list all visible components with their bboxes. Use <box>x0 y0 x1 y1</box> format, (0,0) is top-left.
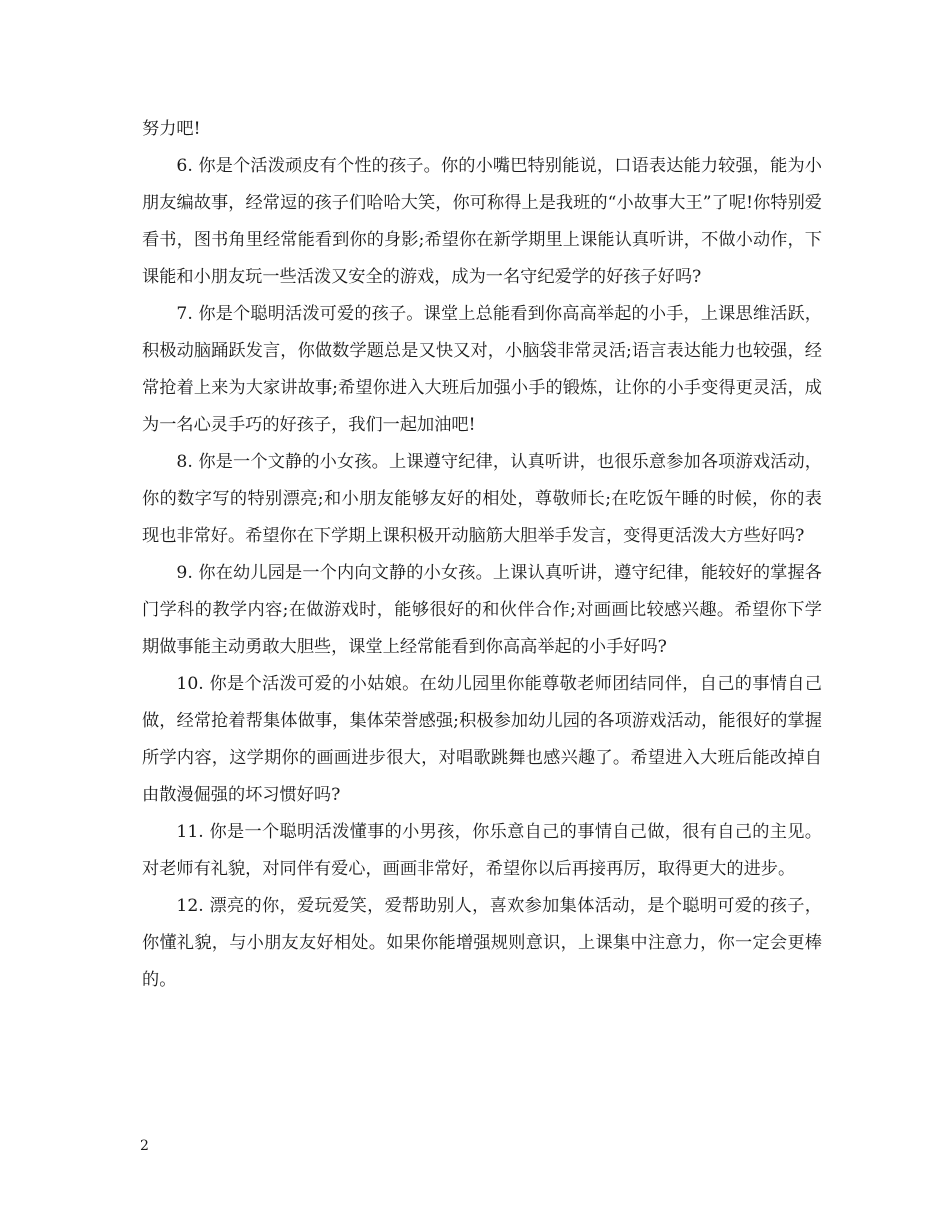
paragraph-comment-6: 6. 你是个活泼顽皮有个性的孩子。你的小嘴巴特别能说，口语表达能力较强，能为小朋友编故事，经常逗的孩子们哈哈大笑，你可称得上是我班的“小故事大王”了呢!你特别爱看书，图书角里经常能看到你的身影;希望你在新学期里上课能认真听讲，不做小动作，下课能和小朋友玩一些活泼又安全的游戏，成为一名守纪爱学的好孩子好吗? <box>142 156 822 287</box>
paragraph-comment-7: 7. 你是个聪明活泼可爱的孩子。课堂上总能看到你高高举起的小手，上课思维活跃，积极动脑踊跃发言，你做数学题总是又快又对，小脑袋非常灵活;语言表达能力也较强，经常抢着上来为大家讲故事;希望你进入大班后加强小手的锻炼，让你的小手变得更灵活，成为一名心灵手巧的好孩子，我们一起加油吧! <box>142 304 822 435</box>
paragraph-comment-8: 8. 你是一个文静的小女孩。上课遵守纪律，认真听讲，也很乐意参加各项游戏活动，你的数字写的特别漂亮;和小朋友能够友好的相处，尊敬师长;在吃饭午睡的时候，你的表现也非常好。希望你在下学期上课积极开动脑筋大胆举手发言，变得更活泼大方些好吗? <box>142 452 822 546</box>
paragraph-comment-9: 9. 你在幼儿园是一个内向文静的小女孩。上课认真听讲，遵守纪律，能较好的掌握各门学科的教学内容;在做游戏时，能够很好的和伙伴合作;对画画比较感兴趣。希望你下学期做事能主动勇敢大胆些，课堂上经常能看到你高高举起的小手好吗? <box>142 563 822 657</box>
page-number: 2 <box>140 1138 149 1154</box>
paragraph-continuation: 努力吧! <box>142 119 201 139</box>
paragraph-comment-11: 11. 你是一个聪明活泼懂事的小男孩，你乐意自己的事情自己做，很有自己的主见。对老师有礼貌，对同伴有爱心，画画非常好，希望你以后再接再厉，取得更大的进步。 <box>142 822 822 879</box>
paragraph-comment-10: 10. 你是个活泼可爱的小姑娘。在幼儿园里你能尊敬老师团结同伴，自己的事情自己做，经常抢着帮集体做事，集体荣誉感强;积极参加幼儿园的各项游戏活动，能很好的掌握所学内容，这学期你的画画进步很大，对唱歌跳舞也感兴趣了。希望进入大班后能改掉自由散漫倔强的坏习惯好吗? <box>142 674 822 805</box>
paragraph-comment-12: 12. 漂亮的你，爱玩爱笑，爱帮助别人，喜欢参加集体活动，是个聪明可爱的孩子，你懂礼貌，与小朋友友好相处。如果你能增强规则意识，上课集中注意力，你一定会更棒的。 <box>142 896 822 990</box>
body-text <box>142 111 822 999</box>
